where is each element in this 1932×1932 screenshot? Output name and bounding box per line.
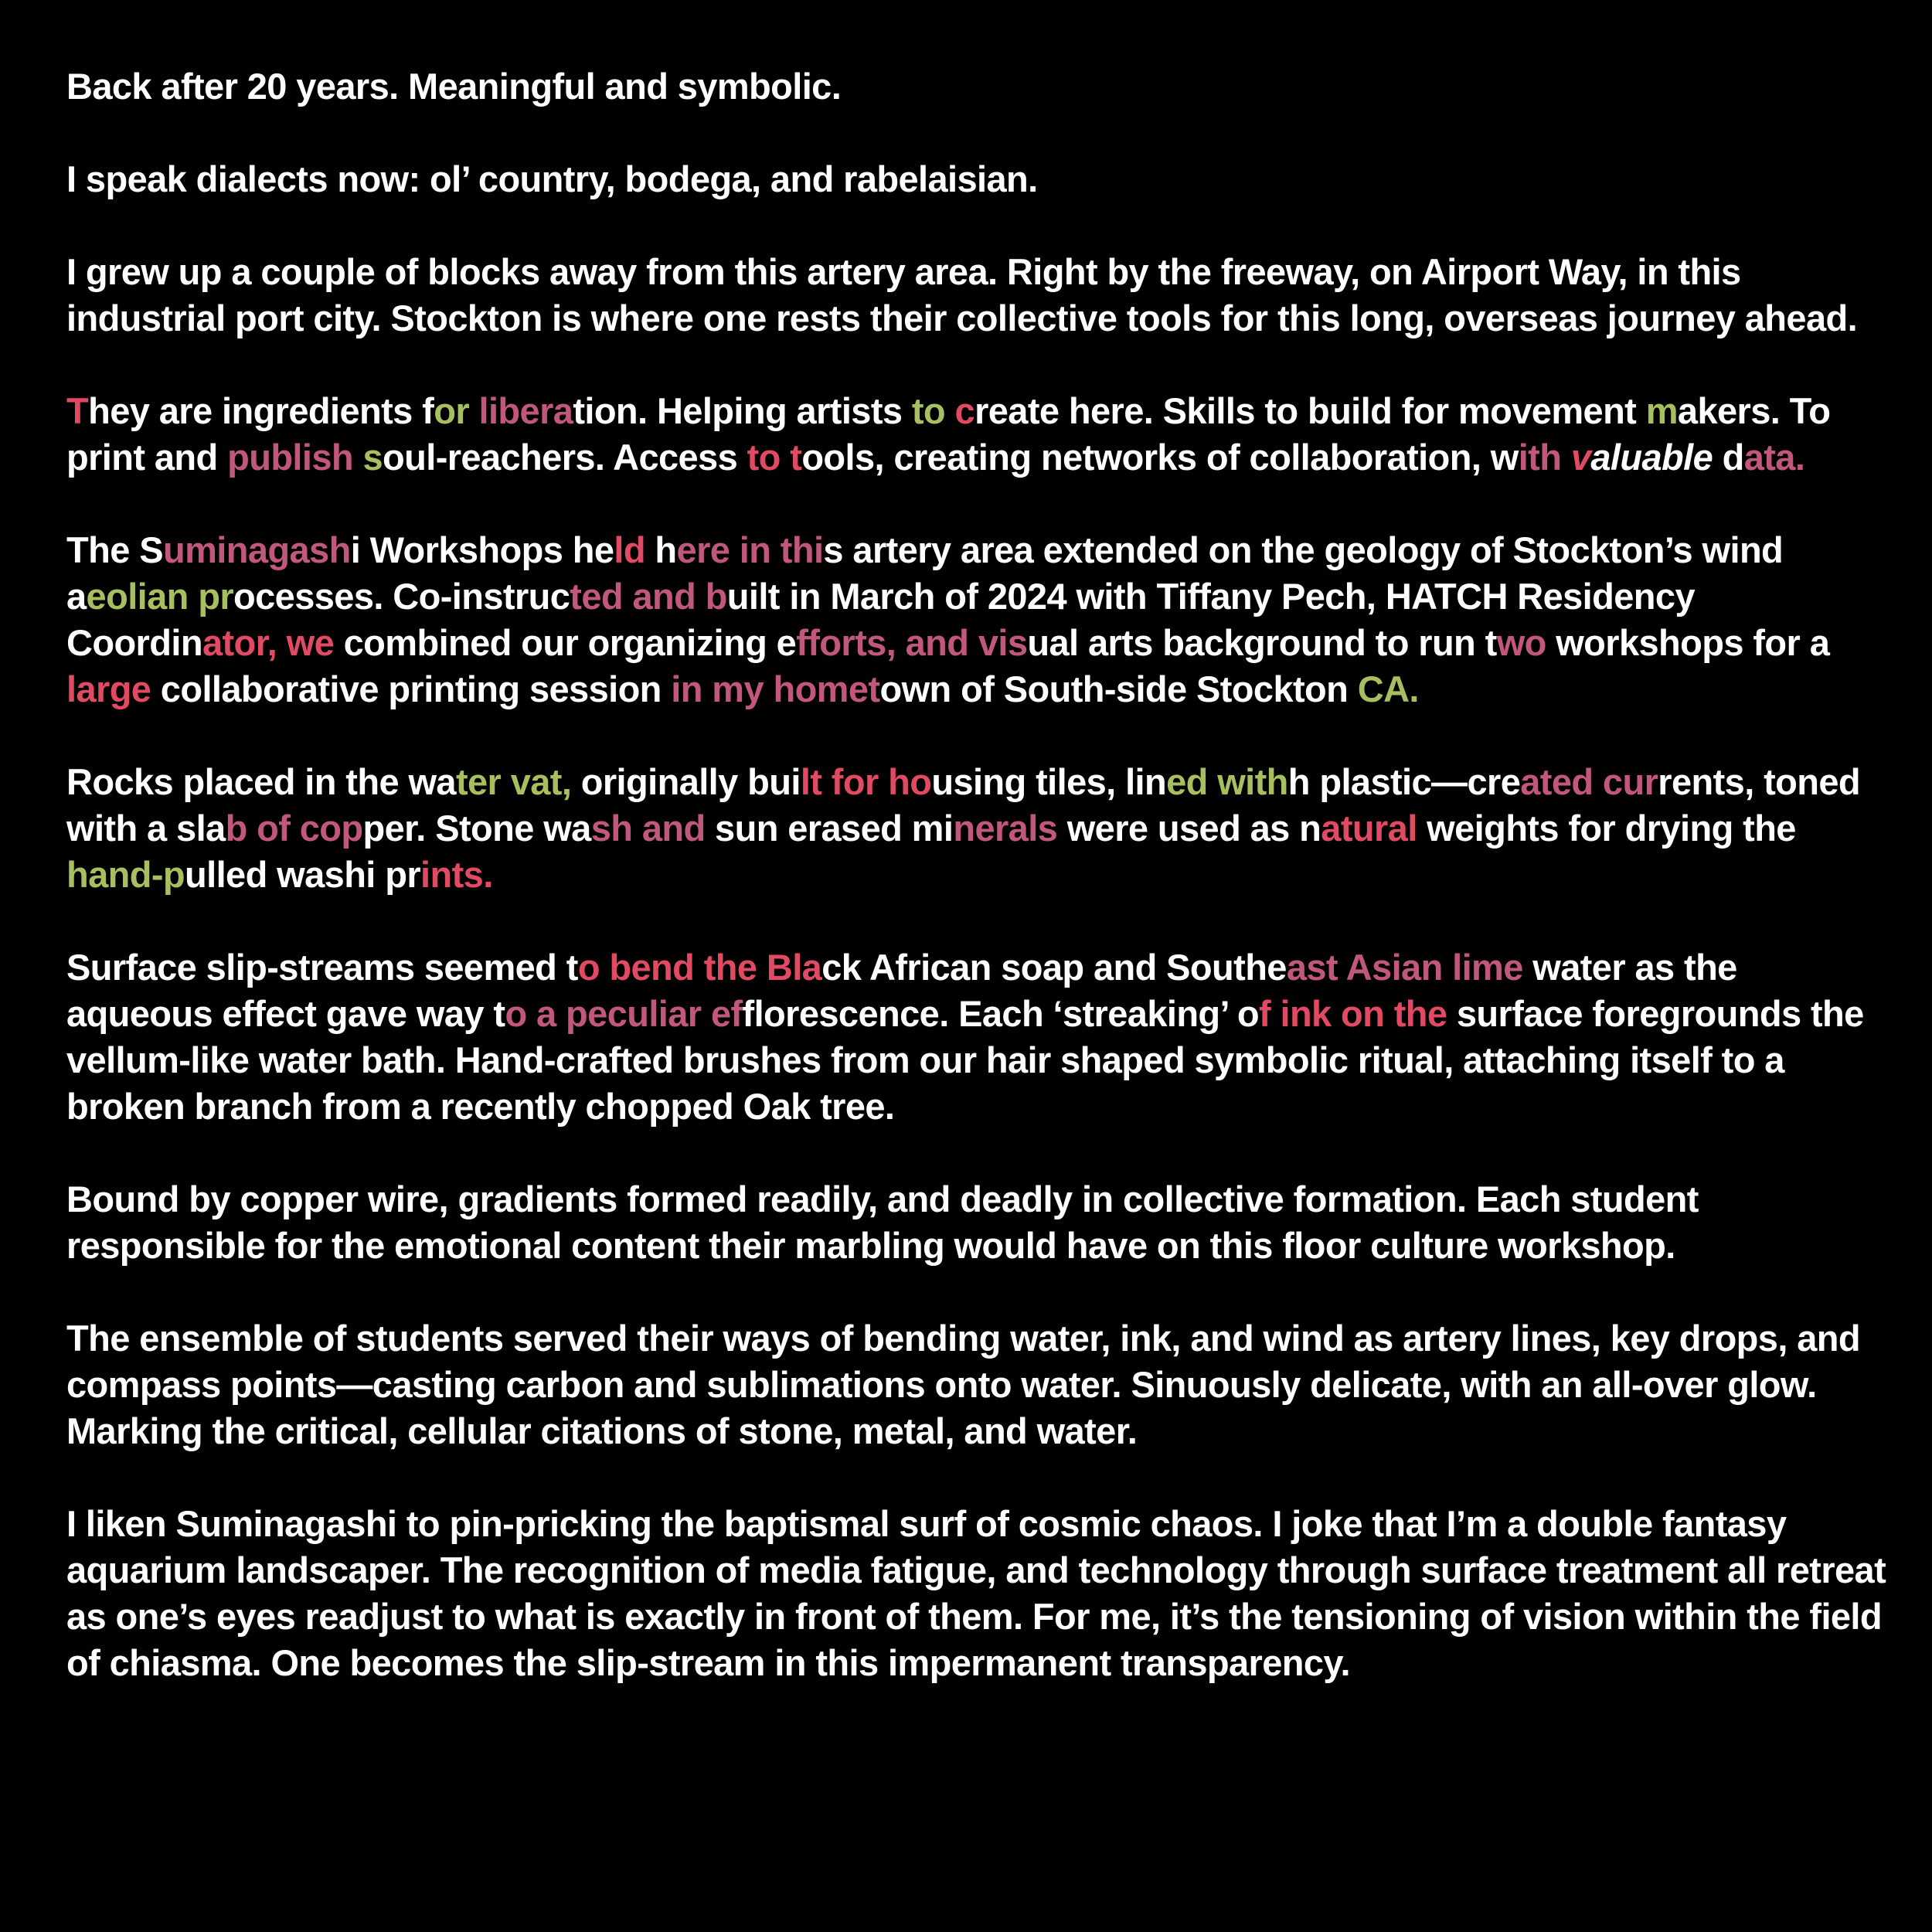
essay-paragraph — [66, 63, 1890, 110]
text-segment — [781, 437, 790, 478]
highlighted-text-segment: hand-p — [66, 854, 185, 895]
highlighted-text-segment: or — [434, 390, 470, 431]
text-segment: ocesses. Co-instruc — [233, 576, 570, 617]
text-segment: using tiles, lin — [931, 761, 1167, 802]
highlighted-text-segment: ere in thi — [676, 529, 824, 570]
text-segment: The S — [66, 529, 163, 570]
text-segment: weights for drying the — [1417, 808, 1796, 849]
highlighted-text-segment: large — [66, 668, 151, 709]
highlighted-text-segment: o bend the Bla — [577, 947, 822, 988]
text-segment: uilt in March of 2024 with Tiffany Pech, HATCH Residency Coordin — [66, 576, 1695, 663]
highlighted-text-segment: ter vat, — [455, 761, 572, 802]
text-segment: Rocks placed in the wa — [66, 761, 456, 802]
text-segment: hey are ingredients f — [88, 390, 434, 431]
text-segment: Surface slip-streams seemed t — [66, 947, 578, 988]
text-segment: ools, creating networks of collaboration, w — [801, 437, 1519, 478]
text-segment: ual arts background to run t — [1027, 622, 1497, 663]
text-segment: water as the aqueous effect gave way t — [66, 947, 1737, 1034]
text-segment: sun erased mi — [705, 808, 954, 849]
text-segment: I speak dialects now: ol’ country, bodega, and rabelaisian. — [66, 158, 1038, 199]
highlighted-text-segment: sh and — [590, 808, 706, 849]
text-segment: d — [1713, 437, 1744, 478]
text-segment: akers. To print and — [66, 390, 1831, 478]
essay-paragraph — [66, 759, 1890, 898]
text-segment: The ensemble of students served their ways of bending water, ink, and wind as artery lines, key drops, and compass points—casting carbon and sublimations onto water. Sinuously delicate, with an all-over glow. Marking the critical, cellular citations of stone, metal, and water. — [66, 1318, 1861, 1451]
highlighted-text-segment: fforts, and vis — [796, 622, 1028, 663]
text-segment — [945, 390, 954, 431]
text-segment: own of South-side Stockton — [879, 668, 1358, 709]
highlighted-text-segment: libera — [478, 390, 573, 431]
text-segment: originally bui — [571, 761, 801, 802]
text-segment — [1561, 437, 1570, 478]
essay-paragraph — [66, 249, 1890, 342]
text-segment: aluable — [1590, 437, 1713, 478]
text-segment: h plastic—cre — [1287, 761, 1521, 802]
text-segment: were used as n — [1057, 808, 1321, 849]
highlighted-text-segment: eolian pr — [86, 576, 234, 617]
text-segment — [353, 437, 362, 478]
highlighted-text-segment: ator, we — [202, 622, 335, 663]
highlighted-text-segment: lt for ho — [800, 761, 932, 802]
text-segment: ollaborative printing session — [180, 668, 672, 709]
highlighted-text-segment: s — [362, 437, 383, 478]
highlighted-text-segment: CA. — [1357, 668, 1419, 709]
highlighted-text-segment: v — [1570, 437, 1591, 478]
text-segment: combined our organizing e — [334, 622, 797, 663]
text-segment: Back after 20 years. Meaningful and symbolic. — [66, 66, 842, 107]
text-segment: Bound by copper wire, gradients formed readily, and deadly in collective formation. Each student responsible for the emotional content their marbling would have on this floor culture workshop. — [66, 1179, 1699, 1266]
highlighted-text-segment: ated cur — [1520, 761, 1658, 802]
text-segment: florescence. Each ‘streaking’ o — [742, 993, 1259, 1034]
highlighted-text-segment: T — [66, 390, 89, 431]
highlighted-text-segment: uminagash — [162, 529, 351, 570]
essay-paragraph — [66, 388, 1890, 481]
highlighted-text-segment: ed with — [1166, 761, 1288, 802]
text-segment: I grew up a couple of blocks away from this artery area. Right by the freeway, on Airport Way, in this industrial port city. Stockton is where one rests their collective tools for this long, overseas journey ahead. — [66, 251, 1858, 338]
essay-paragraph — [66, 1176, 1890, 1269]
text-segment: ck African soap and Southe — [821, 947, 1287, 988]
text-segment: s artery area extended on the geology of Stockton’s wind a — [66, 529, 1784, 617]
highlighted-text-segment: f ink on the — [1258, 993, 1447, 1034]
text-segment: ulled washi pr — [185, 854, 421, 895]
highlighted-text-segment: m — [1645, 390, 1678, 431]
highlighted-text-segment: c — [954, 390, 975, 431]
text-segment: oul-reachers. Access — [383, 437, 747, 478]
highlighted-text-segment: ints. — [420, 854, 493, 895]
highlighted-text-segment: t — [790, 437, 802, 478]
text-segment: reate here. Skills to build for movement — [975, 390, 1646, 431]
essay-paragraph — [66, 156, 1890, 202]
essay-paragraph — [66, 944, 1890, 1130]
highlighted-text-segment: ith — [1518, 437, 1562, 478]
text-segment: per. Stone wa — [362, 808, 591, 849]
highlighted-text-segment: publish — [227, 437, 353, 478]
text-segment: tion. Helping artists — [573, 390, 912, 431]
text-segment: c — [151, 668, 181, 709]
text-segment — [469, 390, 478, 431]
highlighted-text-segment: o a peculiar ef — [505, 993, 743, 1034]
text-segment: surface foregrounds the vellum-like water bath. Hand-crafted brushes from our hair shaped symbolic ritual, attaching itself to a broken branch from a recently chopped Oak tree. — [66, 993, 1864, 1127]
essay-paragraph — [66, 1315, 1890, 1454]
highlighted-text-segment: in my homet — [671, 668, 880, 709]
highlighted-text-segment: to — [911, 390, 946, 431]
essay-paragraph — [66, 527, 1890, 713]
essay-paragraph — [66, 1501, 1890, 1686]
highlighted-text-segment: to — [747, 437, 781, 478]
highlighted-text-segment: wo — [1496, 622, 1546, 663]
text-segment: I liken Suminagashi to pin-pricking the baptismal surf of cosmic chaos. I joke that I’m a double fantasy aquarium landscaper. The recognition of media fatigue, and technology through surface treatment all retreat as one’s eyes readjust to what is exactly in front of them. For me, it’s the tensioning of vision within the field of chiasma. One becomes the slip-stream in this impermanent transparency. — [66, 1503, 1886, 1683]
highlighted-text-segment: ld — [614, 529, 645, 570]
text-segment: workshops for a — [1546, 622, 1830, 663]
highlighted-text-segment: b of cop — [225, 808, 363, 849]
text-segment: h — [645, 529, 677, 570]
highlighted-text-segment: ata. — [1743, 437, 1805, 478]
highlighted-text-segment: ast Asian lime — [1286, 947, 1523, 988]
text-segment: i Workshops he — [350, 529, 614, 570]
highlighted-text-segment: ted and b — [570, 576, 727, 617]
essay-text — [66, 63, 1890, 1733]
highlighted-text-segment: atural — [1321, 808, 1417, 849]
text-segment: rents, toned with a sla — [66, 761, 1861, 849]
highlighted-text-segment: nerals — [953, 808, 1058, 849]
